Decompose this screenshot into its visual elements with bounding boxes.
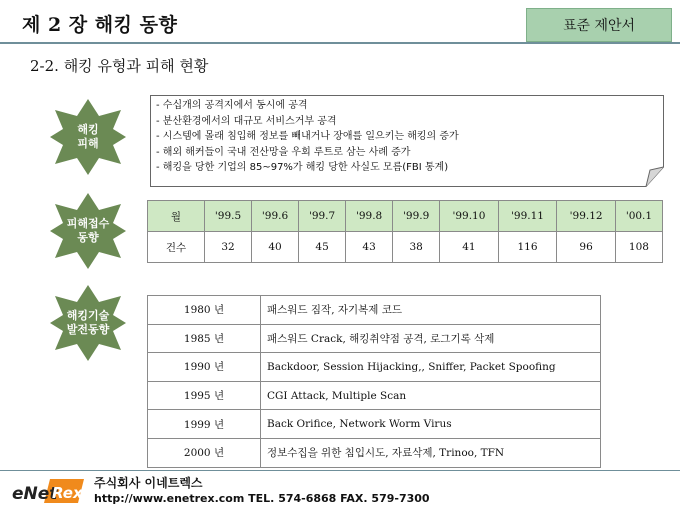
doc-type-tab: 표준 제안서: [526, 8, 672, 42]
count-cell: 38: [393, 232, 440, 263]
note-item: - 해외 해커들이 국내 전산망을 우회 루트로 삼는 사례 증가: [156, 146, 411, 158]
badge-label: 피해접수 동향: [66, 217, 110, 244]
table-row: [148, 410, 601, 439]
table-row: [148, 381, 601, 410]
year-cell: 1985 년: [148, 324, 261, 353]
count-cell: 41: [440, 232, 499, 263]
chapter-title: 제 2 장 해킹 동향: [22, 14, 178, 36]
tech-history-table: [147, 295, 601, 468]
desc-cell: Back Orifice, Network Worm Virus: [261, 410, 601, 439]
note-item: - 분산환경에서의 대규모 서비스거부 공격: [156, 115, 337, 127]
count-header-cell: 건수: [148, 232, 205, 263]
month-cell: '99.9: [393, 201, 440, 232]
note-item: - 해킹을 당한 기업의 85~97%가 해킹 당한 사실도 모름(FBI 통계): [156, 162, 449, 173]
desc-cell: 패스워드 Crack, 해킹취약점 공격, 로그기록 삭제: [261, 324, 601, 353]
desc-cell: 패스워드 짐작, 자기복제 코드: [261, 296, 601, 325]
month-cell: '99.8: [346, 201, 393, 232]
company-logo: [10, 475, 88, 507]
month-cell: '99.10: [440, 201, 499, 232]
note-item: - 수십개의 공격지에서 동시에 공격: [156, 100, 308, 111]
note-item: - 시스템에 몰래 침입해 정보를 빼내거나 장애를 일으키는 해킹의 증가: [156, 131, 459, 142]
year-cell: 1990 년: [148, 353, 261, 382]
damage-notes-box: [150, 95, 664, 187]
header-divider: [0, 42, 680, 44]
desc-cell: CGI Attack, Multiple Scan: [261, 381, 601, 410]
month-cell: '00.1: [615, 201, 662, 232]
month-cell: '99.7: [299, 201, 346, 232]
year-cell: 1995 년: [148, 381, 261, 410]
month-cell: '99.11: [498, 201, 557, 232]
table-row: [148, 296, 601, 325]
month-cell: '99.12: [557, 201, 616, 232]
section-title: 2-2. 해킹 유형과 피해 현황: [30, 57, 209, 75]
count-cell: 116: [498, 232, 557, 263]
month-cell: '99.6: [252, 201, 299, 232]
table-row: [148, 353, 601, 382]
damage-reports-table: [147, 200, 663, 263]
desc-cell: Backdoor, Session Hijacking,, Sniffer, Packet Spoofing: [261, 353, 601, 382]
count-cell: 40: [252, 232, 299, 263]
count-cell: 43: [346, 232, 393, 263]
count-cell: 96: [557, 232, 616, 263]
table-row: [148, 324, 601, 353]
table-row-counts: [148, 232, 663, 263]
company-name: 주식회사 이네트렉스: [94, 476, 203, 490]
month-cell: '99.5: [205, 201, 252, 232]
badge-hacking-tech: [50, 285, 126, 361]
year-cell: 1999 년: [148, 410, 261, 439]
month-header-cell: 월: [148, 201, 205, 232]
count-cell: 45: [299, 232, 346, 263]
count-cell: 108: [615, 232, 662, 263]
logo-text-enet: eNet: [12, 484, 58, 504]
table-row-months: [148, 201, 663, 232]
footer-divider: [0, 470, 680, 471]
count-cell: 32: [205, 232, 252, 263]
badge-label: 해킹 피해: [77, 123, 99, 150]
contact-info: http://www.enetrex.com TEL. 574-6868 FAX. 579-7300: [94, 492, 430, 505]
year-cell: 2000 년: [148, 438, 261, 467]
table-row: [148, 438, 601, 467]
desc-cell: 정보수집을 위한 침입시도, 자료삭제, Trinoo, TFN: [261, 438, 601, 467]
year-cell: 1980 년: [148, 296, 261, 325]
badge-damage-reports: [50, 193, 126, 269]
damage-notes-list: [156, 98, 459, 176]
logo-text-rex: Rex: [52, 484, 83, 502]
badge-label: 해킹기술 발전동향: [66, 309, 110, 336]
badge-hacking-damage: [50, 99, 126, 175]
